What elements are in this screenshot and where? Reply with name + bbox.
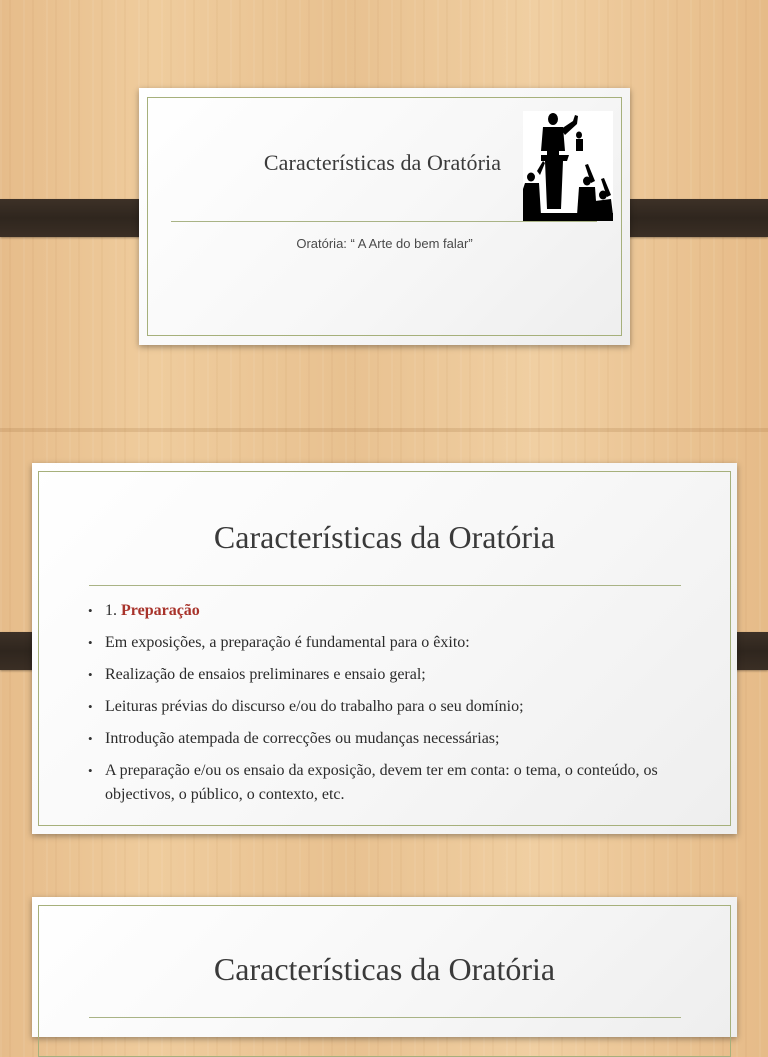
slide-2[interactable] bbox=[32, 463, 737, 834]
bullet-icon: • bbox=[88, 731, 93, 746]
bullet-icon: • bbox=[88, 667, 93, 682]
bullet-text: Leituras prévias do discurso e/ou do trabalho para o seu domínio; bbox=[105, 698, 524, 715]
slide-title: Características da Oratória bbox=[263, 150, 502, 175]
slide-1[interactable] bbox=[139, 88, 630, 345]
bullet-item bbox=[88, 599, 688, 623]
orator-silhouette-image bbox=[523, 111, 613, 221]
binder-strip-right bbox=[613, 199, 768, 237]
bullet-number: 1. bbox=[105, 602, 121, 619]
title-divider bbox=[89, 1017, 681, 1018]
bullet-item bbox=[88, 759, 688, 807]
title-divider bbox=[89, 585, 681, 586]
bullet-item bbox=[88, 695, 688, 719]
slide-subtitle: Oratória: “ A Arte do bem falar” bbox=[296, 236, 473, 251]
binder-strip-left bbox=[0, 199, 156, 237]
slide-title: Características da Oratória bbox=[213, 951, 556, 987]
title-divider bbox=[171, 221, 597, 222]
bullet-list bbox=[88, 599, 688, 815]
bullet-text: A preparação e/ou os ensaio da exposição, devem ter em conta: o tema, o conteúdo, os objectivos, o público, o contexto, etc. bbox=[105, 762, 658, 803]
bullet-icon: • bbox=[88, 635, 93, 650]
bullet-icon: • bbox=[88, 763, 93, 778]
bullet-text: Realização de ensaios preliminares e ensaio geral; bbox=[105, 666, 426, 683]
bullet-icon: • bbox=[88, 603, 93, 618]
bullet-icon: • bbox=[88, 699, 93, 714]
bullet-heading: Preparação bbox=[121, 602, 200, 619]
slide-title: Características da Oratória bbox=[213, 519, 556, 555]
bullet-text: Introdução atempada de correcções ou mudanças necessárias; bbox=[105, 730, 500, 747]
bullet-text: Em exposições, a preparação é fundamental para o êxito: bbox=[105, 634, 470, 651]
bullet-item bbox=[88, 727, 688, 751]
bullet-item bbox=[88, 663, 688, 687]
bullet-item bbox=[88, 631, 688, 655]
slide-3[interactable] bbox=[32, 897, 737, 1037]
